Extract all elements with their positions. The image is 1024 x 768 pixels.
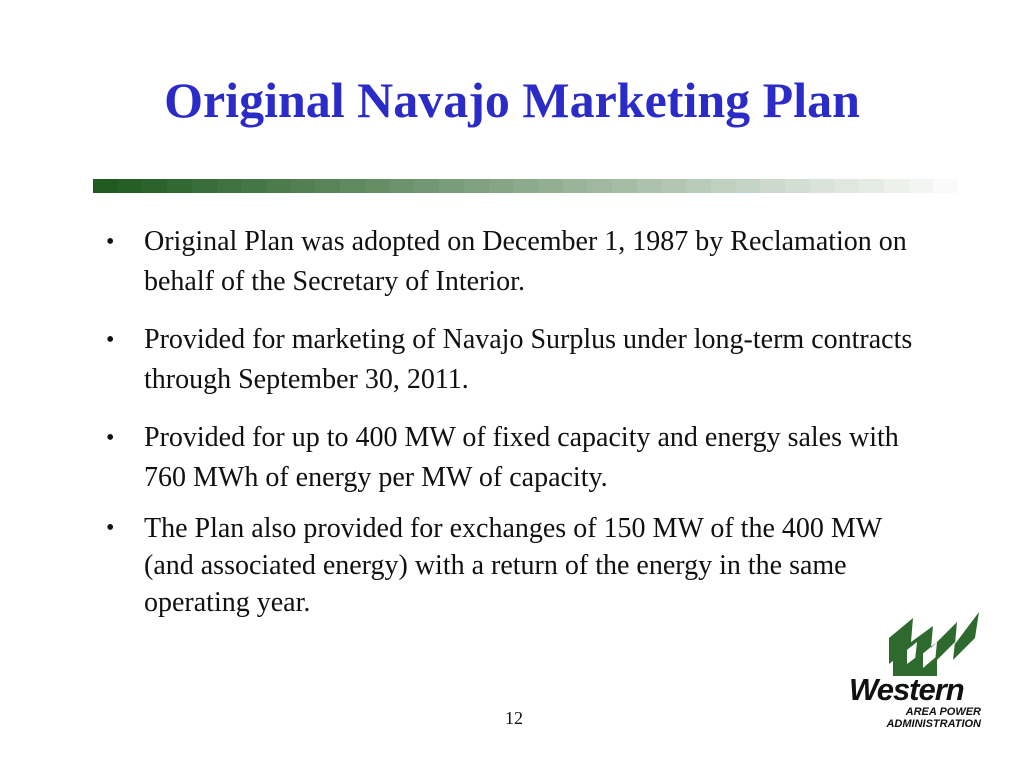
gradient-divider [93, 179, 983, 193]
bullet-text: Original Plan was adopted on December 1, 1987 by Reclamation on behalf of the Secretary of Interior. [144, 226, 907, 297]
divider-segment [464, 179, 489, 193]
divider-segment [686, 179, 711, 193]
divider-segment [538, 179, 563, 193]
divider-segment [736, 179, 761, 193]
logo-wordmark: Western [849, 672, 964, 707]
divider-segment [810, 179, 835, 193]
bullet-marker: • [106, 515, 115, 541]
bullet-text: The Plan also provided for exchanges of 150 MW of the 400 MW (and associated energy) with a return of the energy in the same operating year. [144, 513, 882, 618]
divider-segment [587, 179, 612, 193]
divider-segment [489, 179, 514, 193]
divider-segment [291, 179, 316, 193]
divider-segment [513, 179, 538, 193]
divider-segment [637, 179, 662, 193]
divider-segment [192, 179, 217, 193]
divider-segment [835, 179, 860, 193]
western-logo [845, 608, 985, 728]
divider-segment [266, 179, 291, 193]
bullet-item [106, 222, 936, 302]
divider-segment [217, 179, 242, 193]
divider-segment [859, 179, 884, 193]
lightning-bolt-mountains-icon [887, 608, 981, 678]
bullet-text: Provided for marketing of Navajo Surplus under long-term contracts through September 30, 2011. [144, 324, 913, 395]
bullet-item [106, 320, 936, 400]
divider-segment [414, 179, 439, 193]
slide-title: Original Navajo Marketing Plan [164, 72, 860, 128]
bullet-item [106, 418, 936, 498]
bullet-list [106, 222, 936, 621]
bullet-text: Provided for up to 400 MW of fixed capacity and energy sales with 760 MWh of energy per MW of capacity. [144, 422, 899, 493]
divider-segment [909, 179, 934, 193]
divider-segment [884, 179, 909, 193]
logo-subtitle-line2: ADMINISTRATION [886, 718, 981, 730]
divider-segment [439, 179, 464, 193]
bullet-item [106, 510, 936, 621]
logo-subtitle-line1: AREA POWER [905, 706, 981, 718]
divider-segment [563, 179, 588, 193]
divider-segment [340, 179, 365, 193]
divider-segment [390, 179, 415, 193]
divider-segment [142, 179, 167, 193]
bullet-marker: • [106, 425, 115, 451]
bullet-marker: • [106, 327, 115, 353]
divider-segment [760, 179, 785, 193]
divider-segment [93, 179, 118, 193]
divider-segment [241, 179, 266, 193]
divider-segment [118, 179, 143, 193]
divider-segment [662, 179, 687, 193]
divider-segment [167, 179, 192, 193]
divider-segment [711, 179, 736, 193]
divider-segment [785, 179, 810, 193]
divider-segment [958, 179, 983, 193]
divider-segment [365, 179, 390, 193]
page-number: 12 [505, 708, 523, 728]
bullet-marker: • [106, 229, 115, 255]
divider-segment [933, 179, 958, 193]
divider-segment [612, 179, 637, 193]
divider-segment [315, 179, 340, 193]
